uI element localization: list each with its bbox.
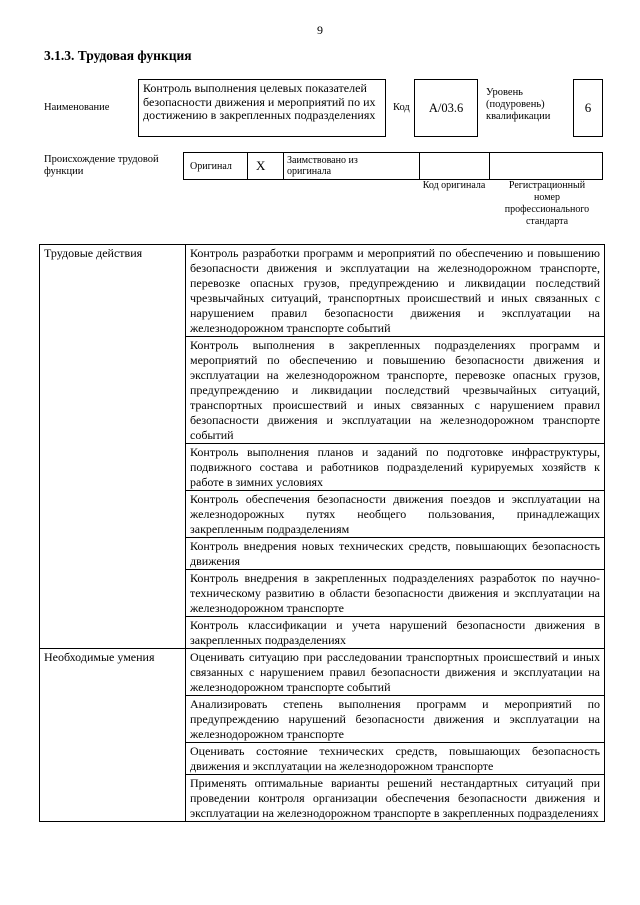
original-cell bbox=[184, 153, 248, 179]
section-title: 3.1.3. Трудовая функция bbox=[44, 48, 192, 63]
required-skill-item: Оценивать состояние технических средств, повышающих безопасность движения и эксплуатации на железнодорожном транспорте bbox=[186, 743, 605, 775]
name-label: Наименование bbox=[44, 102, 110, 113]
borrowed-cell bbox=[284, 153, 420, 179]
table-row bbox=[40, 245, 605, 337]
function-name-value: Контроль выполнения целевых показателей безопасности движения и мероприятий по их достижению в закрепленных подразделениях bbox=[138, 79, 386, 137]
registration-number-cell bbox=[490, 153, 602, 179]
labor-action-item: Контроль внедрения в закрепленных подразделениях разработок по научно-техническому развитию в области безопасности движения и эксплуатации на железнодорожном транспорте bbox=[186, 570, 605, 617]
page-number: 9 bbox=[317, 23, 323, 37]
required-skill-item: Оценивать ситуацию при расследовании транспортных происшествий и иных связанных с нарушением правил безопасности движения и эксплуатации на железнодорожном транспорте событий bbox=[186, 649, 605, 696]
labor-function-table bbox=[39, 244, 605, 822]
labor-action-item: Контроль разработки программ и мероприятий по обеспечению и повышению безопасности движения и эксплуатации на железнодорожном транспорте, перевозке опасных грузов, предупреждению и ликвидации последствий чрезвычайных ситуаций, транспортных происшествий и иных связанных с нарушением правил безопасности движения и эксплуатации на железнодорожном транспорте событий bbox=[186, 245, 605, 337]
labor-action-item: Контроль обеспечения безопасности движения поездов и эксплуатации на железнодорожных путях необщего пользования, принадлежащих закрепленным подразделениям bbox=[186, 491, 605, 538]
labor-action-item: Контроль классификации и учета нарушений безопасности движения в закрепленных подразделениях bbox=[186, 617, 605, 649]
original-mark: X bbox=[256, 158, 266, 173]
required-skill-item: Анализировать степень выполнения программ и мероприятий по предупреждению нарушений безопасности движения и эксплуатации на железнодорожном транспорте bbox=[186, 696, 605, 743]
origin-row bbox=[183, 152, 603, 180]
code-label: Код bbox=[393, 102, 410, 113]
original-label: Оригинал bbox=[190, 161, 232, 172]
qualification-level-label: Уровень (подуровень) квалификации bbox=[486, 87, 551, 122]
borrowed-label: Заимствовано из оригинала bbox=[287, 155, 358, 177]
labor-action-item: Контроль внедрения новых технических средств, повышающих безопасность движения bbox=[186, 538, 605, 570]
labor-action-item: Контроль выполнения планов и заданий по подготовке инфраструктуры, подвижного состава и работников подразделений курируемых хозяйств к работе в зимних условиях bbox=[186, 444, 605, 491]
qualification-level-value: 6 bbox=[573, 79, 603, 137]
labor-actions-heading: Трудовые действия bbox=[40, 245, 186, 649]
original-code-caption: Код оригинала bbox=[422, 180, 486, 191]
function-code-value: А/03.6 bbox=[414, 79, 478, 137]
origin-label: Происхождение трудовой функции bbox=[44, 154, 159, 177]
labor-action-item: Контроль выполнения в закрепленных подразделениях программ и мероприятий по обеспечению и повышению безопасности движения и эксплуатации на железнодорожном транспорте, перевозке опасных грузов, предупреждению и ликвидации последствий чрезвычайных ситуаций, транспортных происшествий и иных связанных с нарушением правил безопасности движения и эксплуатации на железнодорожном транспорте событий bbox=[186, 337, 605, 444]
required-skill-item: Применять оптимальные варианты решений нестандартных ситуаций при проведении контроля организации обеспечения безопасности движения и эксплуатации на железнодорожном транспорте в закрепленных подразделениях bbox=[186, 775, 605, 822]
original-mark-cell bbox=[248, 153, 284, 179]
original-code-cell bbox=[420, 153, 490, 179]
table-row bbox=[40, 649, 605, 696]
registration-number-caption: Регистрационный номер профессионального стандарта bbox=[504, 180, 590, 227]
required-skills-heading: Необходимые умения bbox=[40, 649, 186, 822]
